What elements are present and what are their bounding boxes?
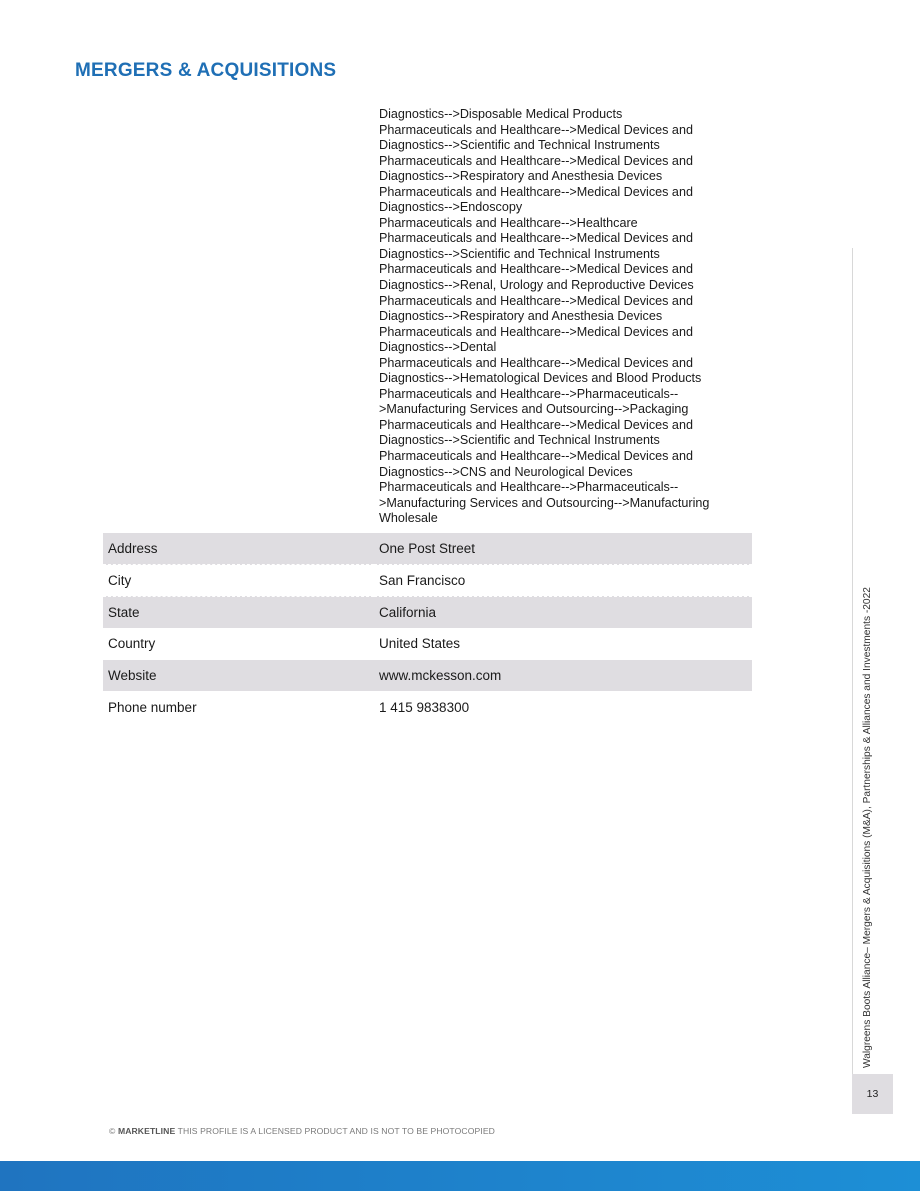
industry-list bbox=[379, 107, 759, 527]
industry-line: Wholesale bbox=[379, 511, 438, 526]
industry-line: Pharmaceuticals and Healthcare-->Medical Devices and bbox=[379, 122, 693, 137]
phone-value: 1 415 9838300 bbox=[374, 691, 752, 723]
industry-line: Pharmaceuticals and Healthcare-->Medical Devices and bbox=[379, 417, 693, 432]
industry-line: Diagnostics-->Dental bbox=[379, 340, 497, 355]
country-value: United States bbox=[374, 628, 752, 660]
state-row bbox=[103, 596, 752, 628]
industry-line: >Manufacturing Services and Outsourcing-->Manufacturing bbox=[379, 495, 710, 510]
industry-line: Diagnostics-->Scientific and Technical Instruments bbox=[379, 433, 660, 448]
company-info-table bbox=[103, 533, 752, 724]
industry-line: Pharmaceuticals and Healthcare-->Medical Devices and bbox=[379, 153, 693, 168]
city-value: San Francisco bbox=[374, 565, 752, 597]
industry-line: Diagnostics-->Endoscopy bbox=[379, 200, 523, 215]
footer-text: THIS PROFILE IS A LICENSED PRODUCT AND IS NOT TO BE PHOTOCOPIED bbox=[177, 1126, 495, 1136]
website-row bbox=[103, 660, 752, 692]
industry-line: Pharmaceuticals and Healthcare-->Healthcare bbox=[379, 215, 638, 230]
industry-line: Diagnostics-->Scientific and Technical Instruments bbox=[379, 138, 660, 153]
phone-row bbox=[103, 691, 752, 723]
country-label: Country bbox=[103, 628, 374, 660]
address-value: One Post Street bbox=[374, 533, 752, 565]
industry-line: Pharmaceuticals and Healthcare-->Pharmaceuticals-- bbox=[379, 386, 679, 401]
industry-line: Diagnostics-->Hematological Devices and Blood Products bbox=[379, 371, 702, 386]
page-title: MERGERS & ACQUISITIONS bbox=[75, 60, 337, 81]
city-row bbox=[103, 565, 752, 597]
industry-line: Pharmaceuticals and Healthcare-->Pharmaceuticals-- bbox=[379, 480, 679, 495]
industry-line: Diagnostics-->Scientific and Technical Instruments bbox=[379, 246, 660, 261]
website-value: www.mckesson.com bbox=[374, 660, 752, 692]
city-label: City bbox=[103, 565, 374, 597]
address-row bbox=[103, 533, 752, 565]
industry-line: Pharmaceuticals and Healthcare-->Medical Devices and bbox=[379, 293, 693, 308]
industry-line: Pharmaceuticals and Healthcare-->Medical Devices and bbox=[379, 184, 693, 199]
industry-line: Pharmaceuticals and Healthcare-->Medical Devices and bbox=[379, 262, 693, 277]
state-label: State bbox=[103, 596, 374, 628]
report-title-vertical: Walgreens Boots Alliance– Mergers & Acquisitions (M&A), Partnerships & Alliances and Investments -2022 bbox=[862, 587, 873, 1068]
copyright-symbol: © bbox=[109, 1126, 116, 1136]
industry-line: Diagnostics-->Disposable Medical Products bbox=[379, 107, 623, 121]
country-row bbox=[103, 628, 752, 660]
industry-line: Pharmaceuticals and Healthcare-->Medical Devices and bbox=[379, 449, 693, 464]
industry-line: Diagnostics-->Respiratory and Anesthesia Devices bbox=[379, 169, 663, 184]
address-label: Address bbox=[103, 533, 374, 565]
sidebar-divider bbox=[852, 248, 853, 1074]
website-label: Website bbox=[103, 660, 374, 692]
industry-line: Diagnostics-->Renal, Urology and Reproductive Devices bbox=[379, 278, 694, 293]
page-number-text: 13 bbox=[866, 1088, 879, 1100]
industry-line: Diagnostics-->CNS and Neurological Devices bbox=[379, 464, 633, 479]
footer-brand: MARKETLINE bbox=[117, 1126, 176, 1136]
industry-line: Diagnostics-->Respiratory and Anesthesia Devices bbox=[379, 309, 663, 324]
phone-label: Phone number bbox=[103, 691, 374, 723]
footer-notice bbox=[109, 1126, 495, 1136]
footer-bar bbox=[0, 1161, 920, 1191]
industry-line: Pharmaceuticals and Healthcare-->Medical Devices and bbox=[379, 324, 693, 339]
state-value: California bbox=[374, 596, 752, 628]
page-number bbox=[852, 1074, 893, 1114]
industry-line: Pharmaceuticals and Healthcare-->Medical Devices and bbox=[379, 231, 693, 246]
industry-line: >Manufacturing Services and Outsourcing-->Packaging bbox=[379, 402, 689, 417]
industry-line: Pharmaceuticals and Healthcare-->Medical Devices and bbox=[379, 355, 693, 370]
